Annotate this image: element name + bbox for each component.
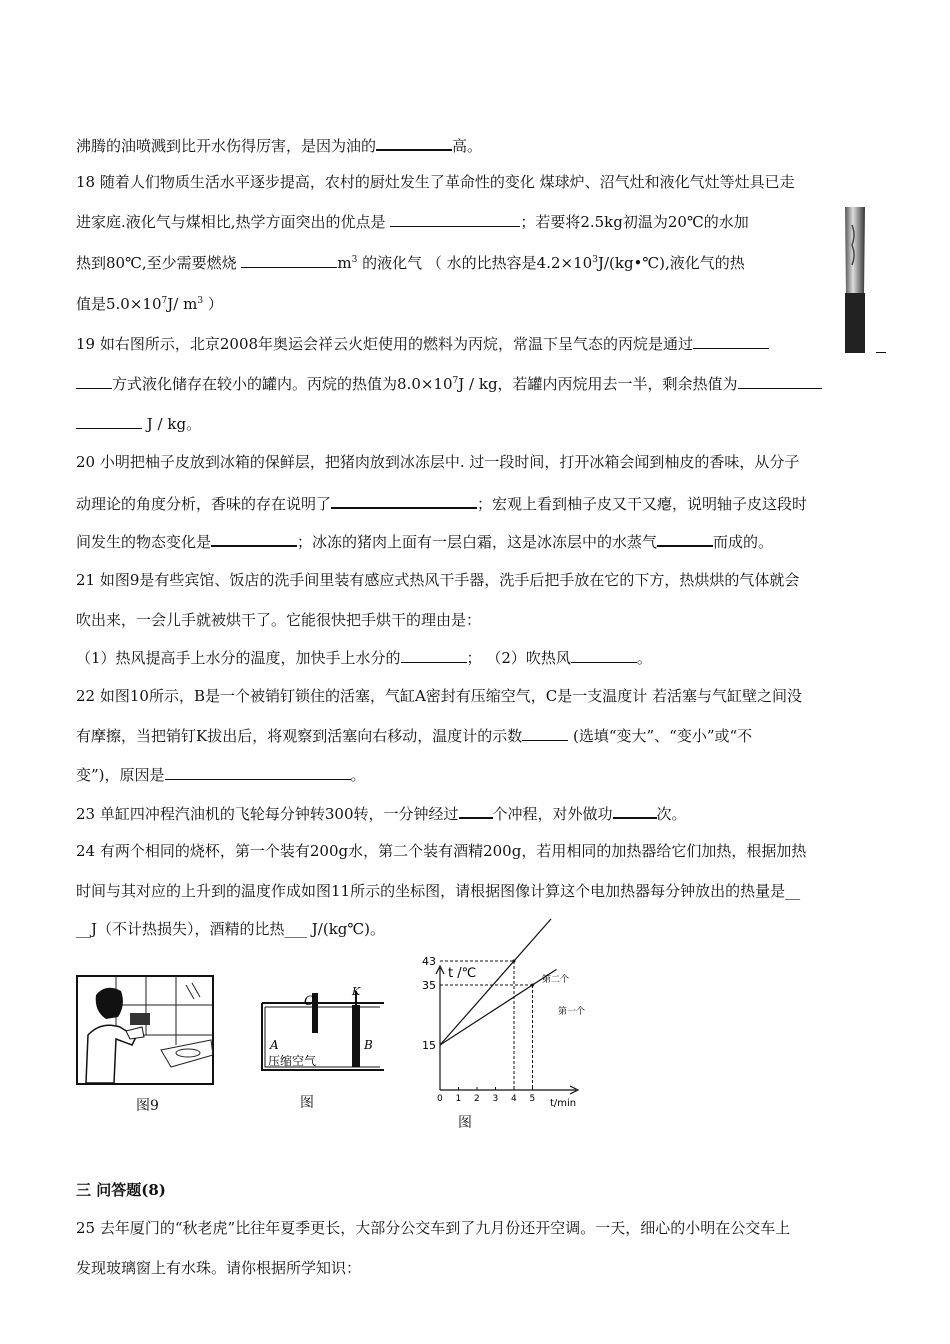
text: 方式液化储存在较小的罐内。丙烷的热值为8.0×10 [112,375,453,393]
text: 。 [350,766,366,784]
text: J/(kg•℃),液化气的热 [597,254,745,272]
text: 而成的。 [713,533,774,551]
q19-line-3 [76,413,201,434]
q25-line-2: 发现玻璃窗上有水珠。请你根据所学知识： [76,1259,362,1277]
answer-blank [459,802,493,819]
q22-line-2 [76,725,752,746]
answer-blank [571,647,637,663]
answer-blank [376,134,452,151]
text: 。 [636,649,652,667]
q19-line-1 [76,333,769,354]
answer-blank [165,764,351,780]
superscript: 3 [197,296,204,306]
figure-10-caption: 图 [300,1095,314,1111]
superscript: 3 [351,255,358,265]
label-k: K [352,985,361,998]
text: m [337,254,352,272]
text: ；冰冻的猪肉上面有一层白霜，这是冰冻层中的水蒸气 [297,533,658,551]
text: 值是5.0×10 [76,295,162,313]
text: 的液化气 （ 水的比热容是4.2×10 [357,254,593,272]
q24-line-2: 时间与其对应的上升到的温度作成如图11所示的坐标图，请根据图像计算这个电加热器每分钟放出的热量是__ [76,882,801,900]
q20-line-3 [76,530,773,552]
text: J/ m [167,295,198,313]
q18-line-2 [76,211,749,232]
data-point [513,960,516,963]
figure-11-chart [418,955,590,1109]
y-axis-label: t /℃ [448,966,477,981]
x-tick-label: 5 [529,1094,536,1104]
text: 动理论的角度分析，香味的存在说明了 [76,495,332,513]
text: 有摩擦，当把销钉K拔出后，将观察到活塞向右移动，温度计的示数 [76,727,523,745]
y-tick-label: 43 [422,955,436,968]
q21-line-1: 21 如图9是有些宾馆、饭店的洗手间里装有感应式热风干手器，洗手后把手放在它的下方，热烘烘的气体就会 [76,571,800,589]
series-line [440,919,551,1045]
y-tick-label: 35 [422,979,436,992]
q24-line-1: 24 有两个相同的烧杯，第一个装有200g水，第二个装有酒精200g，若用相同的加热器给它们加热，根据加热 [76,842,807,860]
text: ；宏观上看到柚子皮又干又瘪，说明轴子皮这段时 [477,495,808,513]
answer-blank [76,413,142,429]
q21-line-2: 吹出来，一会儿手就被烘干了。它能很快把手烘干的理由是： [76,611,482,629]
q22-line-1: 22 如图10所示，B是一个被销钉锁住的活塞，气缸A密封有压缩空气，C是一支温度计 若活塞与气缸壁之间没 [76,687,803,705]
q19-line-2 [76,373,822,394]
answer-blank [657,530,713,547]
superscript: 3 [592,255,598,265]
q23-line [76,802,687,824]
section-3-heading: 三 问答题(8) [76,1181,166,1199]
answer-blank [738,373,822,389]
answer-blank [613,802,657,819]
x-tick-label: 0 [437,1094,443,1104]
q22-line-3 [76,764,366,785]
text: J / kg，若罐内丙烷用去一半，剩余热值为 [458,375,738,393]
answer-blank [241,252,337,268]
label-c: C [304,994,314,1009]
answer-blank [401,647,467,663]
text: ） [203,295,223,313]
x-tick-label: 1 [455,1094,462,1104]
text: 23 单缸四冲程汽油机的飞轮每分钟转300转，一分钟经过 [76,805,459,823]
text: （1）热风提高手上水分的温度，加快手上水分的 [76,649,401,667]
y-tick-label: 15 [422,1039,436,1052]
text: 变”)，原因是 [76,766,165,784]
q20-line-1: 20 小明把柚子皮放到冰箱的保鲜层，把猪肉放到冰冻层中. 过一段时间，打开冰箱会闻到柚皮的香味，从分子 [76,453,800,471]
answer-blank [876,337,886,353]
text: 高。 [452,137,483,155]
figure-9-caption: 图9 [136,1098,159,1114]
q21-line-3 [76,647,652,668]
q18-line-3 [76,252,745,273]
text: (选填“变大”、“变小”或“不 [568,727,753,745]
answer-blank [390,211,520,227]
data-point [531,984,534,987]
x-tick-label: 2 [474,1094,480,1104]
label-b: B [364,1038,373,1052]
label-air: 压缩空气 [268,1054,317,1068]
text: 沸腾的油喷溅到比开水伤得厉害，是因为油的 [76,137,377,155]
text: ；若要将2.5kg初温为20℃的水加 [520,213,749,231]
text: 19 如右图所示，北京2008年奥运会祥云火炬使用的燃料为丙烷，常温下呈气态的丙烷是通过 [76,335,694,353]
answer-blank [693,333,769,349]
torch-image [842,205,868,355]
x-axis-label: t/min [550,1098,577,1109]
text: 次。 [656,805,687,823]
text: 进家庭.液化气与煤相比,热学方面突出的优点是 [76,213,391,231]
text: 热到80℃,至少需要燃烧 [76,254,242,272]
answer-blank [522,725,568,741]
q25-line-1: 25 去年厦门的“秋老虎”比往年夏季更长，大部分公交车到了九月份还开空调。一天，细心的小明在公交车上 [76,1219,791,1237]
text: 个冲程，对外做功 [492,805,613,823]
q18-line-4 [76,294,223,314]
text: 间发生的物态变化是 [76,533,212,551]
text-line [76,134,482,156]
superscript: 7 [161,296,168,306]
figure-11-caption: 图 [458,1115,472,1131]
figure-10-cylinder [254,985,386,1075]
answer-blank [331,492,477,509]
figure-9-hand-dryer [76,975,214,1085]
text: J / kg。 [142,415,202,433]
q18-line-1: 18 随着人们物质生活水平逐步提高，农村的厨灶发生了革命性的变化 煤球炉、沼气灶和液化气灶等灶具已走 [76,173,795,191]
x-tick-label: 4 [511,1094,517,1104]
text: ； （2）吹热风 [466,649,571,667]
answer-blank [76,373,112,389]
series-label-second: 第二个 [542,975,570,985]
answer-blank [211,530,297,547]
x-tick-label: 3 [492,1094,499,1104]
q20-line-2 [76,492,807,514]
superscript: 7 [452,376,459,386]
label-a: A [270,1038,279,1052]
q24-line-3: __J（不计热损失），酒精的比热___ J/(kg℃)。 [76,920,386,938]
series-label-first: 第一个 [558,1007,586,1017]
